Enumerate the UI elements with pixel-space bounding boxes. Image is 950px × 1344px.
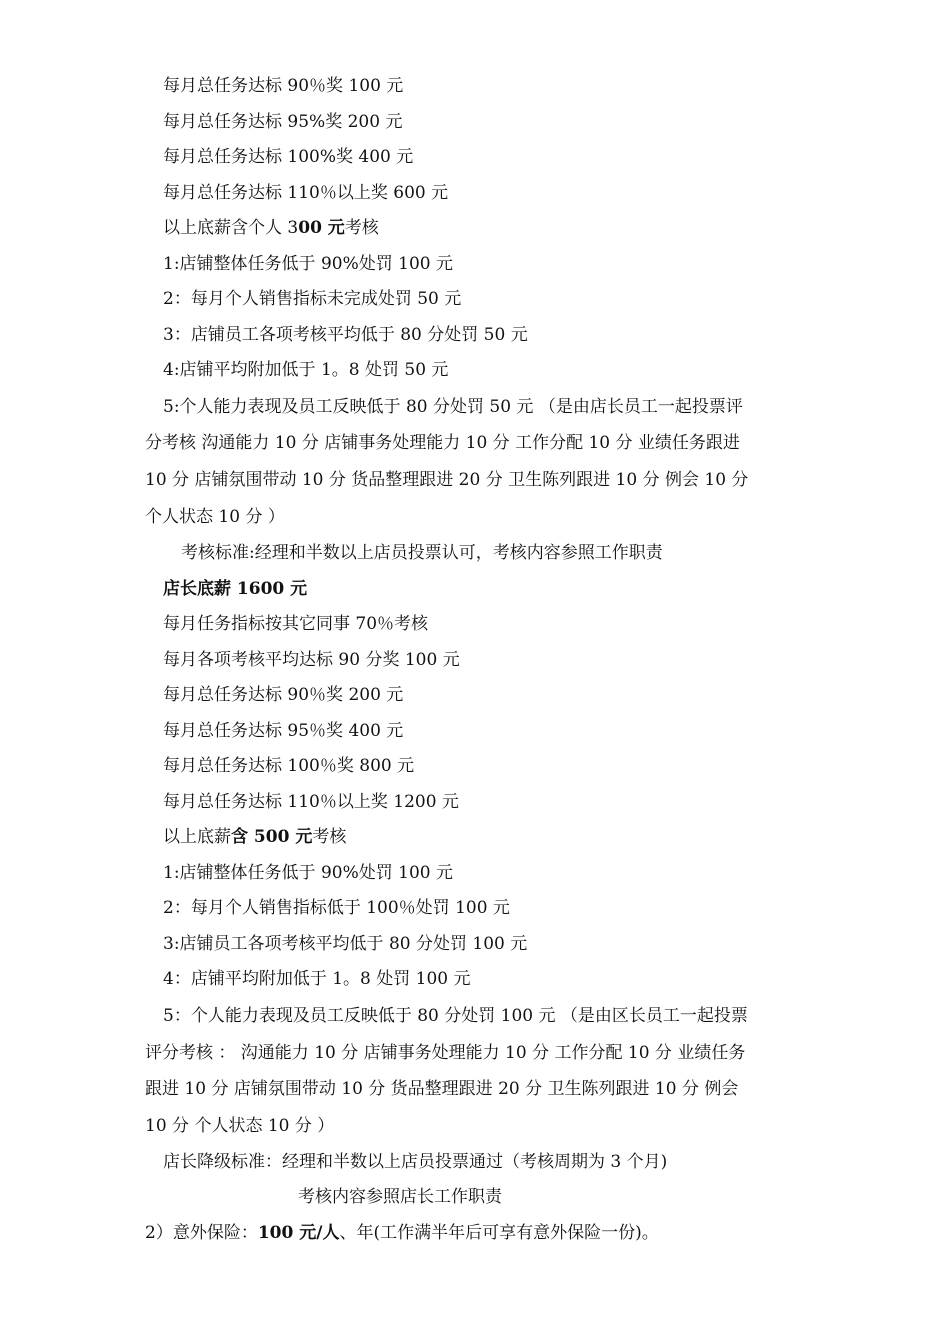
clerk-base-note-bold: 00 元 xyxy=(298,218,345,238)
clerk-bonus-line: 每月总任务达标 100%奖 400 元 xyxy=(163,147,414,167)
manager-penalty-line: 1:店铺整体任务低于 90%处罚 100 元 xyxy=(163,863,453,883)
insurance-line xyxy=(145,1221,817,1245)
manager-item5-line: 评分考核 ： 沟通能力 10 分 店铺事务处理能力 10 分 工作分配 10 分 业绩任务 xyxy=(145,1043,746,1063)
manager-bonus-line: 每月总任务达标 95％奖 400 元 xyxy=(163,721,404,741)
manager-penalty-line: 2：每月个人销售指标低于 100％处罚 100 元 xyxy=(163,898,510,918)
clerk-penalty-line: 2：每月个人销售指标未完成处罚 50 元 xyxy=(163,289,462,309)
manager-penalty-line: 4：店铺平均附加低于 1。8 处罚 100 元 xyxy=(163,969,471,989)
manager-base-note-bold: 含 500 元 xyxy=(231,827,313,847)
manager-item5-line: 跟进 10 分 店铺氛围带动 10 分 货品整理跟进 20 分 卫生陈列跟进 10 分 例会 xyxy=(145,1079,739,1099)
manager-section-title: 店长底薪 1600 元 xyxy=(163,579,308,599)
manager-bonus-line: 每月任务指标按其它同事 70％考核 xyxy=(163,614,429,634)
manager-bonus-line: 每月总任务达标 90％奖 200 元 xyxy=(163,685,404,705)
manager-demotion-standard: 店长降级标准：经理和半数以上店员投票通过（考核周期为 3 个月) xyxy=(163,1152,668,1172)
clerk-bonus-line: 每月总任务达标 95%奖 200 元 xyxy=(163,112,403,132)
clerk-item5-line: 分考核 沟通能力 10 分 店铺事务处理能力 10 分 工作分配 10 分 业绩任务跟进 xyxy=(145,433,740,453)
clerk-base-note-post: 考核 xyxy=(344,218,379,238)
clerk-item5-line: 个人状态 10 分 ） xyxy=(145,507,285,527)
manager-bonus-line: 每月总任务达标 110％以上奖 1200 元 xyxy=(163,792,459,812)
insurance-bold: 100 元/人 xyxy=(257,1223,340,1243)
clerk-item5-line: 10 分 店铺氛围带动 10 分 货品整理跟进 20 分 卫生陈列跟进 10 分 例会 10 分 xyxy=(145,470,749,490)
manager-item5-line: 10 分 个人状态 10 分 ） xyxy=(145,1116,335,1136)
insurance-pre: 2）意外保险： xyxy=(145,1223,258,1243)
clerk-bonus-line: 每月总任务达标 110％以上奖 600 元 xyxy=(163,183,449,203)
clerk-item5-line: 5:个人能力表现及员工反映低于 80 分处罚 50 元 （是由店长员工一起投票评 xyxy=(163,397,743,417)
manager-item5-line: 5：个人能力表现及员工反映低于 80 分处罚 100 元 （是由区长员工一起投票 xyxy=(163,1006,748,1026)
manager-bonus-line: 每月各项考核平均达标 90 分奖 100 元 xyxy=(163,650,460,670)
manager-base-note xyxy=(163,825,835,849)
clerk-penalty-line: 4:店铺平均附加低于 1。8 处罚 50 元 xyxy=(163,360,449,380)
manager-reference: 考核内容参照店长工作职责 xyxy=(298,1187,502,1207)
manager-bonus-line: 每月总任务达标 100％奖 800 元 xyxy=(163,756,415,776)
clerk-base-note-pre: 以上底薪含个人 3 xyxy=(163,218,299,238)
clerk-bonus-line: 每月总任务达标 90％奖 100 元 xyxy=(163,76,404,96)
clerk-penalty-line: 3：店铺员工各项考核平均低于 80 分处罚 50 元 xyxy=(163,325,528,345)
manager-penalty-line: 3:店铺员工各项考核平均低于 80 分处罚 100 元 xyxy=(163,934,528,954)
clerk-standard: 考核标准:经理和半数以上店员投票认可，考核内容参照工作职责 xyxy=(181,543,663,563)
manager-base-note-post: 考核 xyxy=(312,827,347,847)
insurance-post: 、年(工作满半年后可享有意外保险一份)。 xyxy=(339,1223,659,1243)
manager-base-note-pre: 以上底薪 xyxy=(163,827,231,847)
clerk-base-note xyxy=(163,216,835,240)
clerk-penalty-line: 1:店铺整体任务低于 90%处罚 100 元 xyxy=(163,254,453,274)
